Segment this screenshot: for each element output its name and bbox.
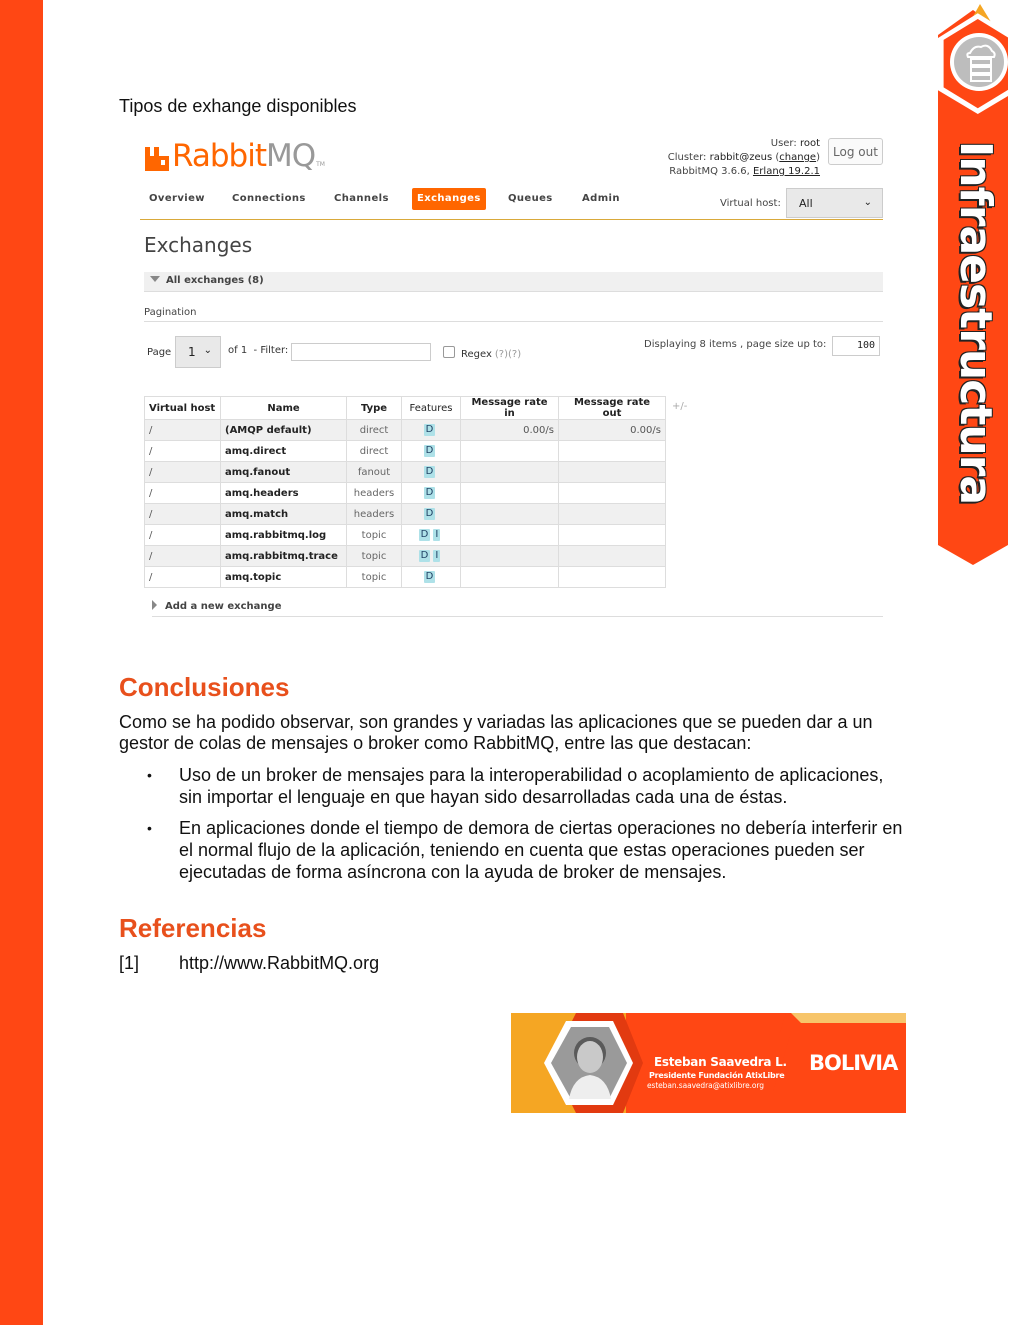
reference-number: [1] [119, 953, 140, 973]
filter-input[interactable] [291, 343, 431, 361]
feature-badge: D [425, 508, 434, 519]
table-row[interactable] [145, 504, 666, 525]
cell-rate-out [559, 525, 666, 546]
cell-rate-out [559, 483, 666, 504]
chevron-down-icon: ⌄ [203, 345, 212, 356]
nav-connections[interactable]: Connections [232, 193, 306, 204]
nav-queues[interactable]: Queues [508, 193, 553, 204]
user-label: User: [770, 138, 797, 149]
cell-type: topic [347, 525, 402, 546]
cell-rate-out: 0.00/s [559, 420, 666, 441]
rabbitmq-wordmark [172, 140, 315, 172]
table-row[interactable] [145, 420, 666, 441]
cell-features [402, 567, 461, 588]
cell-features [402, 441, 461, 462]
nav-exchanges[interactable]: Exchanges [412, 188, 486, 210]
cell-name[interactable]: amq.direct [221, 441, 347, 462]
cell-virtual-host: / [145, 441, 221, 462]
chevron-down-icon: ⌄ [863, 197, 872, 208]
feature-badge: D [425, 466, 434, 477]
page-size-input[interactable]: 100 [832, 336, 880, 356]
author-name: Esteban Saavedra L. [654, 1055, 787, 1069]
pagination-label: Pagination [144, 307, 883, 322]
cell-rate-in [461, 441, 559, 462]
col-features[interactable]: Features [402, 397, 461, 420]
cell-virtual-host: / [145, 567, 221, 588]
cell-virtual-host: / [145, 546, 221, 567]
cell-name[interactable]: amq.rabbitmq.log [221, 525, 347, 546]
cell-virtual-host: / [145, 462, 221, 483]
bullet-dot: • [147, 820, 152, 836]
left-accent-bar [0, 0, 43, 1325]
reference-link[interactable]: http://www.RabbitMQ.org [179, 953, 380, 973]
cell-type: topic [347, 546, 402, 567]
feature-badge: D [425, 487, 434, 498]
logo-rabbit-text: Rabbit [172, 138, 266, 174]
version-text: RabbitMQ 3.6.6, [669, 166, 750, 177]
cell-rate-out [559, 441, 666, 462]
author-email: esteban.saavedra@atixlibre.org [647, 1081, 764, 1090]
table-row[interactable] [145, 441, 666, 462]
table-row[interactable] [145, 567, 666, 588]
server-icon [966, 43, 996, 83]
cell-virtual-host: / [145, 420, 221, 441]
cell-rate-out [559, 546, 666, 567]
cell-virtual-host: / [145, 504, 221, 525]
nav-admin[interactable]: Admin [582, 193, 620, 204]
cluster-label: Cluster: [667, 152, 707, 163]
expand-triangle-icon [152, 600, 157, 610]
cell-features [402, 483, 461, 504]
rabbitmq-logo [144, 138, 325, 172]
author-country: BOLIVIA [809, 1051, 898, 1075]
cell-name[interactable]: amq.topic [221, 567, 347, 588]
side-title-text: Infraestructura [950, 140, 1002, 505]
cell-features [402, 504, 461, 525]
bullet-item: En aplicaciones donde el tiempo de demora de ciertas operaciones no debería interferir en el normal flujo de la aplicación, teniendo en cuenta que estas operaciones pueden ser ejecutadas de forma asíncrona con la ayuda de broker de mensajes. [179, 818, 903, 882]
feature-badge: D [425, 445, 434, 456]
rabbit-logo-icon [144, 146, 170, 172]
references-heading: Referencias [119, 913, 267, 943]
cell-rate-in [461, 483, 559, 504]
table-row[interactable] [145, 546, 666, 567]
side-title [945, 140, 1007, 505]
cell-features [402, 525, 461, 546]
cell-type: direct [347, 441, 402, 462]
feature-badge: D [425, 571, 434, 582]
bullet-dot: • [147, 767, 152, 783]
author-banner [511, 1013, 906, 1113]
author-role: Presidente Fundación AtixLibre [649, 1071, 785, 1080]
col-type[interactable]: Type [347, 397, 402, 420]
regex-help-link[interactable]: (?)(?) [494, 349, 522, 360]
cell-rate-in [461, 462, 559, 483]
cell-name[interactable]: amq.headers [221, 483, 347, 504]
user-info: User: root Cluster: rabbit@zeus (change) RabbitMQ 3.6.6, Erlang 19.2.1 [667, 138, 820, 177]
page-select-value: 1 [188, 345, 196, 359]
cell-type: direct [347, 420, 402, 441]
cell-name[interactable]: (AMQP default) [221, 420, 347, 441]
collapse-triangle-icon [150, 276, 160, 282]
cell-type: headers [347, 483, 402, 504]
columns-toggle[interactable]: +/- [672, 401, 688, 412]
conclusions-intro: Como se ha podido observar, son grandes y variadas las aplicaciones que se pueden dar a un gestor de colas de mensajes o broker como RabbitMQ, entre las que destacan: [119, 712, 873, 753]
logo-mq-text: MQ [265, 138, 316, 174]
cluster-value: rabbit@zeus [709, 152, 773, 163]
virtual-host-select[interactable] [786, 188, 883, 218]
nav-overview[interactable]: Overview [149, 193, 205, 204]
cell-type: topic [347, 567, 402, 588]
cell-rate-out [559, 504, 666, 525]
cell-type: fanout [347, 462, 402, 483]
logo-tm: TM [316, 161, 325, 168]
feature-badge: I [435, 529, 439, 540]
cell-type: headers [347, 504, 402, 525]
exchanges-table-body [145, 420, 666, 588]
page-select[interactable] [175, 336, 221, 368]
cell-features [402, 462, 461, 483]
add-exchange-toggle[interactable] [152, 600, 883, 617]
rabbitmq-screenshot [140, 130, 890, 625]
col-message-rate-in[interactable]: Message rate in [461, 397, 559, 420]
feature-badge: D [425, 424, 434, 435]
exchanges-table [144, 396, 666, 588]
cell-rate-in [461, 546, 559, 567]
feature-badge: D [420, 550, 429, 561]
cell-virtual-host: / [145, 525, 221, 546]
col-name[interactable]: Name [221, 397, 347, 420]
cell-name[interactable]: amq.match [221, 504, 347, 525]
cell-rate-in [461, 567, 559, 588]
page-title: Exchanges [144, 233, 253, 257]
bullet-item: Uso de un broker de mensajes para la interoperabilidad o acoplamiento de aplicaciones, sin importar el lenguaje en que hayan sido desarrolladas cada una de éstas. [179, 765, 884, 807]
cell-virtual-host: / [145, 483, 221, 504]
logout-button[interactable]: Log out [828, 138, 883, 165]
col-message-rate-out[interactable]: Message rate out [559, 397, 666, 420]
cell-rate-out [559, 567, 666, 588]
table-row[interactable] [145, 525, 666, 546]
cell-name[interactable]: amq.rabbitmq.trace [221, 546, 347, 567]
cell-name[interactable]: amq.fanout [221, 462, 347, 483]
col-virtual-host[interactable]: Virtual host [145, 397, 221, 420]
of-filter-label: of 1 - Filter: [228, 345, 289, 356]
add-exchange-label: Add a new exchange [165, 601, 282, 612]
feature-badge: D [420, 529, 429, 540]
all-exchanges-toggle[interactable] [144, 272, 883, 292]
regex-checkbox[interactable] [443, 346, 455, 358]
table-header-row [145, 397, 666, 420]
cell-rate-in: 0.00/s [461, 420, 559, 441]
all-exchanges-label: All exchanges (8) [166, 275, 264, 286]
cell-features [402, 420, 461, 441]
page-label: Page [147, 347, 172, 358]
regex-text: Regex [461, 349, 492, 360]
conclusions-heading: Conclusiones [119, 672, 290, 702]
cell-rate-in [461, 504, 559, 525]
cell-features [402, 546, 461, 567]
cell-rate-in [461, 525, 559, 546]
feature-badge: I [435, 550, 439, 561]
virtual-host-label: Virtual host: [720, 198, 781, 209]
table-row[interactable] [145, 483, 666, 504]
change-cluster-link[interactable]: change [779, 152, 817, 163]
erlang-link[interactable]: Erlang 19.2.1 [752, 166, 820, 177]
figure-caption: Tipos de exhange disponibles [119, 96, 357, 116]
cell-rate-out [559, 462, 666, 483]
user-value: root [799, 138, 820, 149]
displaying-label: Displaying 8 items , page size up to: [644, 339, 827, 350]
regex-label [461, 349, 521, 360]
nav-channels[interactable]: Channels [334, 193, 389, 204]
table-row[interactable] [145, 462, 666, 483]
virtual-host-value: All [799, 197, 813, 210]
